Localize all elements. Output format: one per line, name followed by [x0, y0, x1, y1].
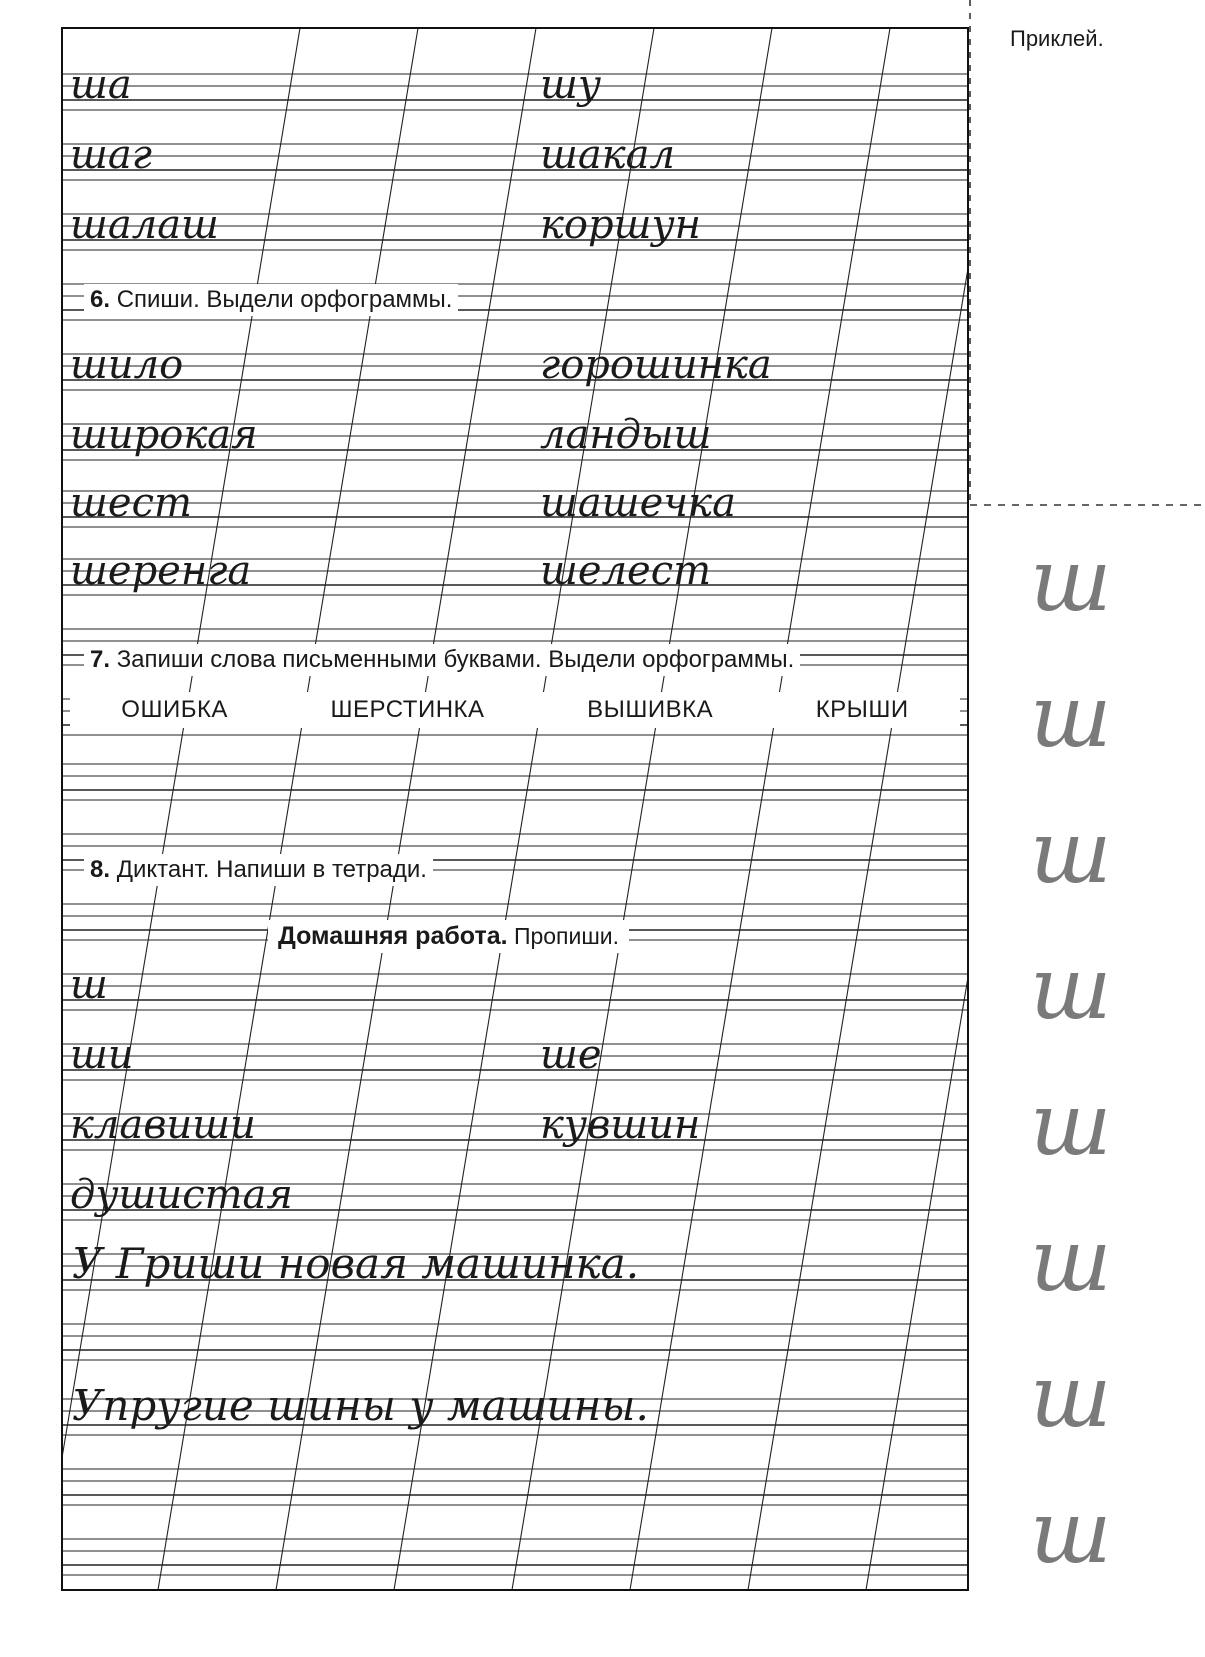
task-8-label	[84, 854, 433, 886]
letter-sample: ш	[1030, 1347, 1112, 1447]
task-7-label	[84, 644, 800, 676]
task-7-word: ШЕРСТИНКА	[330, 696, 485, 723]
task-6-word-right: шашечка	[540, 480, 736, 526]
homework-title: Домашняя работа.	[278, 922, 508, 950]
homework-word-left: душистая	[70, 1172, 293, 1218]
homework-word-right: кувшин	[540, 1102, 701, 1148]
task-6-word-left: шило	[70, 342, 184, 388]
slant-line	[40, 28, 300, 1590]
task-8-number: 8.	[90, 856, 111, 883]
homework-word-right: ше	[540, 1032, 602, 1078]
task-6-word-left: широкая	[70, 412, 258, 458]
homework-word-left: ши	[70, 1032, 134, 1078]
homework-word-left: клавиши	[70, 1102, 256, 1148]
task-6-word-left: шеренга	[70, 548, 252, 594]
slant-line	[512, 28, 772, 1590]
task-8-text: Диктант. Напиши в тетради.	[116, 856, 427, 883]
task-7-word: КРЫШИ	[815, 696, 909, 723]
letter-sample: ш	[1030, 1075, 1112, 1175]
homework-sentence: У Гриши новая машинка.	[72, 1239, 640, 1288]
letter-sample: ш	[1030, 939, 1112, 1039]
task-6-word-left: шест	[70, 480, 192, 526]
task-6-number: 6.	[90, 286, 111, 313]
task-6-word-right: шелест	[540, 548, 712, 594]
homework-word-left: ш	[70, 962, 108, 1008]
copy-word-left: шалаш	[70, 202, 219, 248]
letter-sample: ш	[1030, 531, 1112, 631]
task-6-word-right: ландыш	[540, 412, 712, 458]
task-6-text: Спиши. Выдели орфограммы.	[116, 286, 453, 313]
copy-word-right: коршун	[540, 202, 702, 248]
letter-sample-column	[1030, 531, 1111, 1583]
handwriting-layer	[70, 62, 772, 1430]
copy-word-left: шаг	[70, 132, 152, 178]
task-7-text: Запиши слова письменными буквами. Выдели орфограммы.	[116, 646, 795, 673]
letter-sample: ш	[1030, 667, 1112, 767]
task-6-word-right: горошинка	[540, 342, 772, 388]
homework-heading	[268, 920, 629, 953]
letter-sample: ш	[1030, 803, 1112, 903]
copy-word-left: ша	[70, 62, 132, 108]
sheet-border	[62, 28, 968, 1590]
copy-word-right: шу	[540, 62, 602, 108]
homework-sentence: Упругие шины у машины.	[72, 1381, 649, 1430]
glue-label: Приклей.	[1010, 26, 1104, 51]
letter-sample: ш	[1030, 1483, 1112, 1583]
task-7-word: ОШИБКА	[121, 696, 228, 723]
task-6-label	[84, 284, 458, 316]
slant-line	[630, 28, 890, 1590]
copy-word-right: шакал	[540, 132, 675, 178]
slant-line	[276, 28, 536, 1590]
task-7-word: ВЫШИВКА	[587, 696, 714, 723]
slant-line	[158, 28, 418, 1590]
homework-instruction: Пропиши.	[513, 923, 620, 949]
task-7-number: 7.	[90, 646, 111, 673]
task-7-word-list	[70, 692, 960, 728]
slant-line	[394, 28, 654, 1590]
letter-sample: ш	[1030, 1211, 1112, 1311]
